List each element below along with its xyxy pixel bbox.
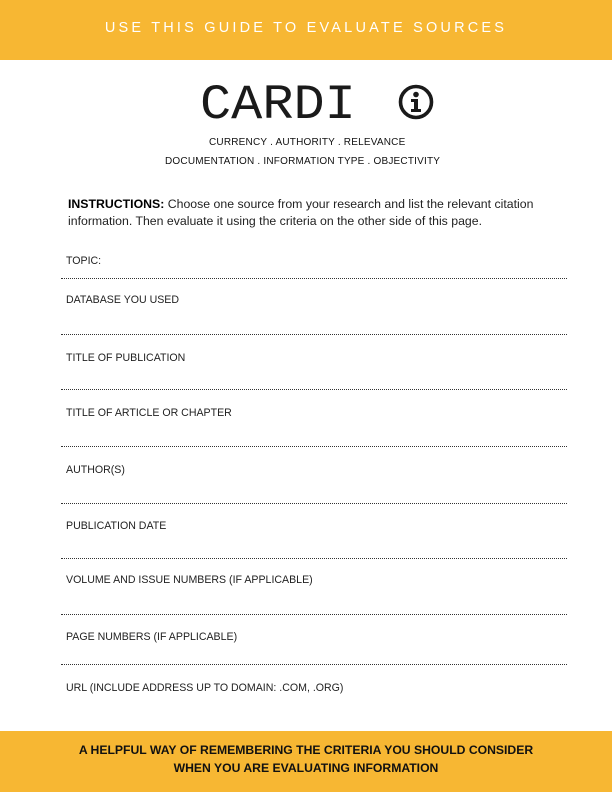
field-article-title [61, 407, 567, 419]
field-label-authors: AUTHOR(S) [66, 464, 125, 476]
cardi-logo [200, 77, 356, 133]
criteria-line-2: DOCUMENTATION . INFORMATION TYPE . OBJECTIVITY [165, 156, 441, 167]
field-authors [61, 464, 567, 476]
field-label-url: URL (INCLUDE ADDRESS UP TO DOMAIN: .COM, .ORG) [66, 682, 344, 694]
field-page-numbers [61, 631, 567, 643]
field-label-database: DATABASE YOU USED [66, 294, 180, 306]
footer-line-1: A HELPFUL WAY OF REMEMBERING THE CRITERIA YOU SHOULD CONSIDER [78, 743, 534, 757]
banner-title: USE THIS GUIDE TO EVALUATE SOURCES [104, 20, 508, 36]
field-label-publication-date: PUBLICATION DATE [66, 520, 167, 532]
field-publication-title [61, 352, 567, 364]
field-label-publication-title: TITLE OF PUBLICATION [66, 352, 186, 364]
top-banner [0, 0, 612, 60]
field-label-article-title: TITLE OF ARTICLE OR CHAPTER [66, 407, 232, 419]
field-label-page-numbers: PAGE NUMBERS (IF APPLICABLE) [66, 631, 238, 643]
field-line-authors[interactable] [61, 503, 567, 504]
instructions-text: Choose one source from your research and list the relevant citation information. Then evaluate it using the criteria on the other side of this page. [68, 197, 534, 228]
field-line-volume-issue[interactable] [61, 614, 567, 615]
instructions-paragraph [68, 196, 558, 230]
footer-text [0, 741, 612, 777]
info-circle-icon [398, 84, 434, 120]
field-publication-date [61, 520, 567, 532]
instructions-label: INSTRUCTIONS: [68, 197, 165, 211]
field-label-topic: TOPIC: [66, 255, 102, 267]
field-line-topic[interactable] [61, 278, 567, 279]
logo-text: CARDI [200, 77, 356, 133]
field-database [61, 294, 567, 306]
field-url [61, 682, 567, 694]
field-volume-issue [61, 574, 567, 586]
field-line-article-title[interactable] [61, 446, 567, 447]
criteria-line-1: CURRENCY . AUTHORITY . RELEVANCE [209, 137, 406, 148]
footer-line-2: WHEN YOU ARE EVALUATING INFORMATION [173, 761, 439, 775]
field-label-volume-issue: VOLUME AND ISSUE NUMBERS (IF APPLICABLE) [66, 574, 313, 586]
field-line-publication-date[interactable] [61, 558, 567, 559]
field-line-database[interactable] [61, 334, 567, 335]
field-line-publication-title[interactable] [61, 389, 567, 390]
field-topic [61, 255, 567, 267]
field-line-page-numbers[interactable] [61, 664, 567, 665]
